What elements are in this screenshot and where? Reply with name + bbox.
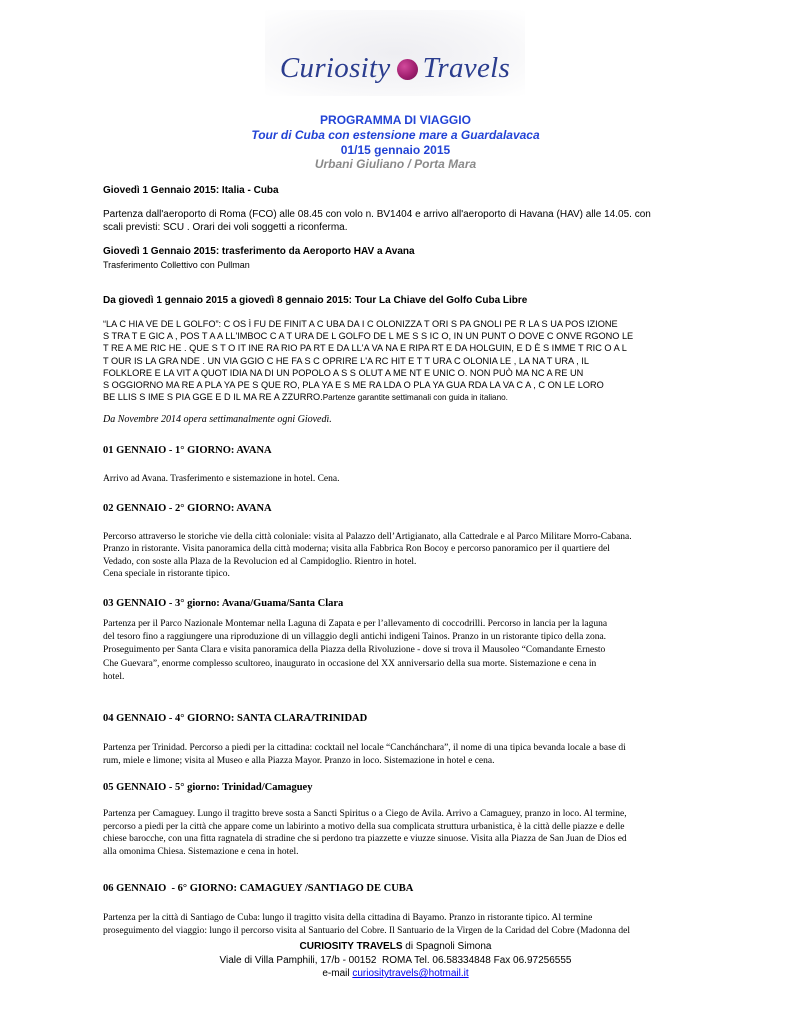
description-line: del tesoro fino a raggiungere una riproduzione di un villaggio degli antichi indigeni Tainos. Pranzo in un ristorante tipico della zona. [103,632,607,643]
day-heading: 03 GENNAIO - 3° giorno: Avana/Guama/Santa Clara [103,598,344,609]
day-description [103,618,607,684]
description-line: Proseguimento per Santa Clara e visita panoramica della Piazza della Rivoluzione - dove si trova il Mausoleo “Comandante Ernesto [103,645,606,656]
logo-word-curiosity: Curiosity [279,51,391,84]
description-line: Partenza per la città di Santiago de Cuba: lungo il tragitto visita della cittadina di Bayamo. Pranzo in ristorante tipico. Al termine [103,913,593,923]
page-title: PROGRAMMA DI VIAGGIO [320,113,471,127]
description-line: percorso a piedi per la città che appare come un labirinto a motivo della sua complicata struttura urbanistica, è la città delle piazze e delle [103,821,625,832]
day-description [103,473,339,485]
day-description [103,912,630,938]
transfer-heading: Giovedì 1 Gennaio 2015: trasferimento da Aeroporto HAV a Avana [103,246,415,257]
description-line: chiese barocche, con una fitta ragnatela di stradine che si perdono tra piazzette e viuzze sinuose. Visita alla Piazza de San Juan de Dios ed [103,834,627,845]
footer-owner: di Spagnoli Simona [402,941,492,952]
day-description [103,531,632,580]
day-description [103,808,627,859]
footer-email-label: e-mail [322,968,353,979]
description-line: Pranzo in ristorante. Visita panoramica della città moderna; visita alla Fabbrica Ron Bocoy e percorso panoramico per il quartiere del [103,544,610,555]
tour-description-line: T RE A ME RIC HE . QUE S T O IT INE RA RIO PA RT E DA LL'A VA NA E RIPA RT E DA HOLGUIN, E D È S IMME T RIC O A L [103,343,627,354]
description-line: Arrivo ad Avana. Trasferimento e sistemazione in hotel. Cena. [103,474,340,484]
day-heading: 02 GENNAIO - 2° GIORNO: AVANA [103,503,272,514]
description-line: hotel. [103,671,125,682]
logo-dot-icon [397,59,418,80]
tour-dates: 01/15 gennaio 2015 [340,143,451,157]
flight-line: Partenza dall'aeroporto di Roma (FCO) alle 08.45 con volo n. BV1404 e arrivo all'aeroporto di Havana (HAV) alle 14.05. con [103,209,651,220]
description-line: rum, miele e limone; visita al Museo e alla Piazza Mayor. Pranzo in loco. Sistemazione in hotel e cena. [103,755,495,766]
description-line: Cena speciale in ristorante tipico. [103,568,230,579]
description-line: Partenza per Trinidad. Percorso a piedi per la cittadina: cocktail nel locale “Canchánchara”, il nome di una tipica bevanda locale a base di [103,743,626,753]
tour-description-line: FOLKLORE E LA VIT A QUOT IDIA NA DI UN POPOLO A S S OLUT A ME NT E UNIC O. NON PUÒ MA NC A RE UN [103,367,584,378]
tour-description-last-line [103,391,633,404]
footer-email-link[interactable]: curiositytravels@hotmail.it [352,968,469,979]
departure-day-heading: Giovedì 1 Gennaio 2015: Italia - Cuba [103,185,279,196]
description-line: Partenza per Camaguey. Lungo il tragitto breve sosta a Sancti Spiritus o a Ciego de Avila. Arrivo a Camaguey, pranzo in loco. Al termine, [103,809,627,819]
tour-heading: Da giovedì 1 gennaio 2015 a giovedì 8 gennaio 2015: Tour La Chiave del Golfo Cuba Libre [103,295,528,306]
footer-address: Viale di Villa Pamphili, 17/b - 00152 ROMA Tel. 06.58334848 Fax 06.97256555 [219,955,572,966]
transfer-note: Trasferimento Collettivo con Pullman [103,260,250,270]
day-heading: 01 GENNAIO - 1° GIORNO: AVANA [103,445,272,456]
flight-details [103,208,651,234]
description-line: Partenza per il Parco Nazionale Montemar nella Laguna di Zapata e per l’allevamento di coccodrilli. Percorso in lancia per la laguna [103,619,608,629]
tour-subtitle: Tour di Cuba con estensione mare a Guardalavaca [251,128,540,142]
tour-departures-note: Partenze garantite settimanali con guida in italiano. [322,393,508,403]
description-line: Che Guevara”, enorme complesso scultoreo, inaugurato in occasione del XX anniversario della sua morte. Sistemazione e cena in [103,658,597,669]
travelers-names: Urbani Giuliano / Porta Mara [314,157,477,171]
description-line: Percorso attraverso le storiche vie della città coloniale: visita al Palazzo dell’Artigianato, alla Cattedrale e al Parco Militare Morro-Cabana. [103,532,632,542]
footer-contact [0,967,791,980]
day-heading: 05 GENNAIO - 5° giorno: Trinidad/Camaguey [103,782,313,793]
tour-description-line: BE LLIS S IME S PIA GGE E D IL MA RE A ZZURRO. [103,392,323,403]
tour-description-line: “LA C HIA VE DE L GOLFO”: C OS Ì FU DE FINIT A C UBA DA I C OLONIZZA T ORI S PA GNOLI PE R LA S UA POS IZIONE [103,319,618,329]
description-line: proseguimento del viaggio: lungo il percorso visita al Santuario del Cobre. Il Santuario de la Virgen de la Caridad del Cobre (Madonna del [103,926,630,936]
flight-line: scali previsti: SCU . Orari dei voli soggetti a riconferma. [103,222,348,233]
tour-description [103,318,633,404]
day-heading: 04 GENNAIO - 4° GIORNO: SANTA CLARA/TRINIDAD [103,713,368,724]
tour-description-line: S TRA T E GIC A , POS T A A LL'IMBOC C A T URA DE L GOLFO DE L ME S S IC O, IN UN PUNT O DOVE C ONVE RGONO LE [103,331,634,342]
footer-company [0,940,791,953]
tour-description-line: T OUR IS LA GRA NDE . UN VIA GGIO C HE FA S C OPRIRE L'A RC HIT E T T URA C OLONIA LE , LA NA T URA , IL [103,355,589,366]
schedule-note: Da Novembre 2014 opera settimanalmente ogni Giovedì. [103,414,332,425]
description-line: Vedado, con soste alla Plaza de la Revolucion ed al Campidoglio. Rientro in hotel. [103,556,417,567]
day-heading: 06 GENNAIO - 6° GIORNO: CAMAGUEY /SANTIAGO DE CUBA [103,883,414,894]
company-logo [262,49,528,87]
footer-company-name: CURIOSITY TRAVELS [299,941,403,952]
tour-description-line: S OGGIORNO MA RE A PLA YA PE S QUE RO, PLA YA E S ME RA LDA O PLA YA GUA RDA LA VA C A , C ON LE LORO [103,379,604,390]
logo-word-travels: Travels [422,51,511,84]
description-line: alla omonima Chiesa. Sistemazione e cena in hotel. [103,847,299,858]
day-description [103,742,626,767]
